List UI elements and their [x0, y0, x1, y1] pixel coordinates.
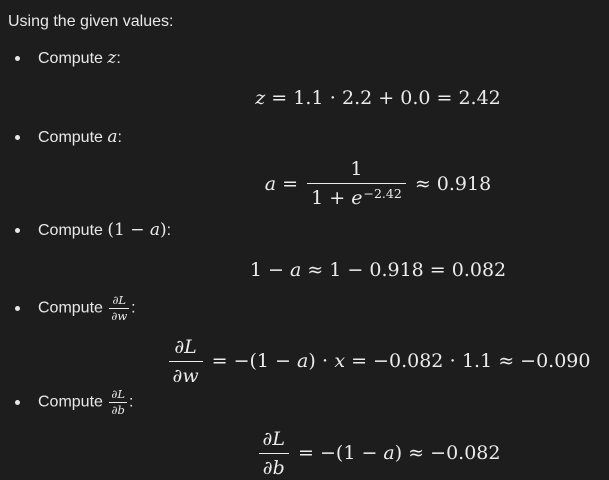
math-text: =: [276, 172, 305, 195]
math-var-x: x: [334, 350, 346, 372]
math-superscript: −2.42: [363, 185, 402, 201]
label-suffix: :: [116, 50, 121, 67]
label-prefix: Compute: [38, 50, 108, 67]
math-text: ≈ 0.918: [408, 172, 492, 195]
bullet-list: [8, 48, 609, 480]
label-suffix: :: [166, 222, 172, 239]
fraction-numerator: ∂L: [112, 293, 127, 307]
bullet-icon: [15, 135, 20, 140]
label-suffix: :: [131, 299, 136, 317]
label-prefix: Compute: [38, 129, 108, 146]
math-expression: [264, 158, 492, 209]
math-text: ) ≈ −0.082: [394, 442, 501, 464]
math-text: ) ⋅: [308, 350, 335, 372]
formula-dldw: [38, 336, 609, 388]
list-item-compute-one-minus-a: [8, 220, 609, 285]
math-var-a: a: [149, 220, 161, 240]
fraction-numerator: ∂L: [111, 387, 125, 401]
math-text: = −0.082 ⋅ 1.1 ≈ −0.090: [345, 350, 591, 372]
math-text: = 1.1 ⋅ 2.2 + 0.0 = 2.42: [265, 87, 501, 109]
bullet-label-a: [8, 127, 609, 148]
inline-fraction: [109, 294, 129, 323]
math-var-a: a: [383, 442, 395, 464]
math-var: a: [264, 172, 277, 195]
math-text: = −(1 −: [291, 442, 384, 464]
fraction-denominator: ∂b: [109, 402, 127, 417]
math-text: = −(1 −: [205, 350, 298, 372]
list-item-compute-z: [8, 48, 609, 113]
math-var-a: a: [107, 127, 118, 147]
fraction: [169, 336, 203, 388]
math-var: z: [255, 87, 266, 109]
label-text: [38, 220, 171, 241]
bullet-icon: [15, 400, 20, 405]
bullet-label-dldb: [8, 388, 609, 417]
math-expression: [107, 220, 166, 240]
fraction-denominator: ∂b: [259, 453, 289, 480]
label-prefix: Compute: [38, 299, 108, 317]
fraction-denominator: [307, 183, 406, 211]
math-expression: [256, 428, 501, 479]
math-var-a: a: [297, 350, 309, 372]
label-text: [38, 48, 121, 69]
bullet-label-dldw: [8, 294, 609, 323]
answer-document: [8, 12, 609, 480]
math-text: 1 +: [311, 187, 352, 209]
fraction: [307, 158, 406, 211]
bullet-icon: [15, 228, 20, 233]
label-prefix: Compute: [38, 222, 108, 239]
list-item-compute-a: [8, 127, 609, 211]
label-text: [38, 127, 122, 148]
list-item-compute-dldb: [8, 388, 609, 480]
label-prefix: Compute: [38, 393, 108, 411]
list-item-compute-dldw: [8, 294, 609, 388]
formula-a: [38, 158, 609, 211]
formula-one-minus-a: [38, 257, 609, 285]
fraction-numerator: ∂L: [262, 428, 285, 450]
inline-fraction: [109, 388, 127, 417]
fraction-numerator: ∂L: [174, 336, 197, 358]
math-text: ): [160, 220, 167, 240]
label-text: [38, 294, 136, 323]
label-suffix: :: [117, 129, 122, 146]
formula-z: [38, 85, 609, 113]
bullet-icon: [15, 56, 20, 61]
math-text: ≈ 1 − 0.918 = 0.082: [301, 259, 507, 281]
math-text: (1 −: [107, 220, 150, 240]
formula-dldb: [38, 428, 609, 480]
bullet-label-z: [8, 48, 609, 69]
fraction-numerator: 1: [350, 158, 363, 180]
fraction-denominator: ∂w: [169, 361, 203, 388]
label-suffix: :: [128, 393, 134, 411]
math-var-e: e: [351, 187, 363, 209]
math-expression: [250, 259, 506, 281]
math-text: 1 −: [249, 259, 290, 281]
math-var-z: z: [107, 48, 117, 68]
label-text: [38, 388, 133, 417]
intro-text: Using the given values:: [8, 13, 174, 30]
math-expression: [255, 87, 501, 109]
bullet-icon: [15, 306, 20, 311]
math-expression: [166, 336, 591, 387]
fraction: [259, 428, 289, 480]
math-var: a: [289, 259, 302, 281]
fraction-denominator: ∂w: [111, 309, 128, 323]
bullet-label-one-minus-a: [8, 220, 609, 241]
